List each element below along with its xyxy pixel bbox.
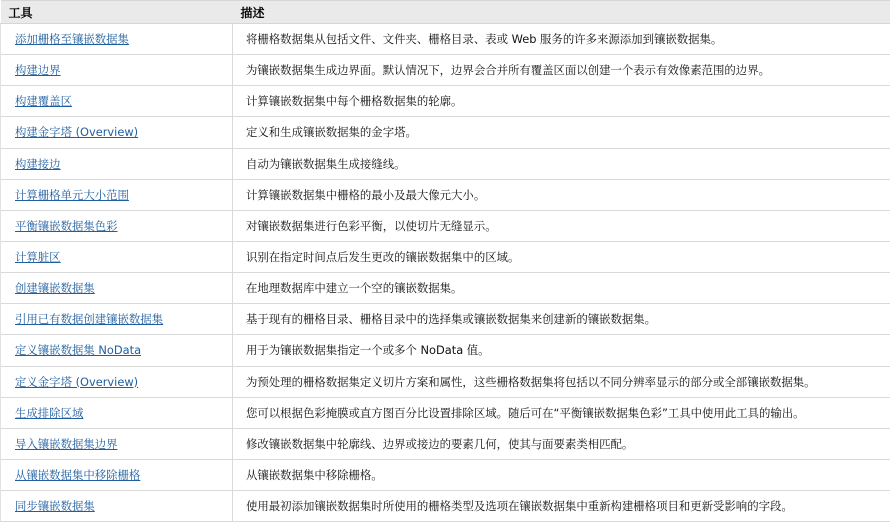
tool-cell	[1, 304, 233, 335]
description-cell: 将栅格数据集从包括文件、文件夹、栅格目录、表或 Web 服务的许多来源添加到镶嵌数据集。	[233, 24, 890, 55]
description-cell: 使用最初添加镶嵌数据集时所使用的栅格类型及选项在镶嵌数据集中重新构建栅格项目和更新受影响的字段。	[233, 491, 890, 522]
table-row	[1, 210, 890, 241]
table-row	[1, 304, 890, 335]
tool-link[interactable]: 同步镶嵌数据集	[15, 499, 95, 514]
description-cell: 计算镶嵌数据集中每个栅格数据集的轮廓。	[233, 86, 890, 117]
description-cell: 基于现有的栅格目录、栅格目录中的选择集或镶嵌数据集来创建新的镶嵌数据集。	[233, 304, 890, 335]
tool-cell	[1, 210, 233, 241]
description-cell: 对镶嵌数据集进行色彩平衡，以使切片无缝显示。	[233, 210, 890, 241]
tool-cell	[1, 273, 233, 304]
description-cell: 自动为镶嵌数据集生成接缝线。	[233, 148, 890, 179]
table-row	[1, 366, 890, 397]
tool-link[interactable]: 构建接边	[15, 156, 61, 171]
tool-link[interactable]: 从镶嵌数据集中移除栅格	[15, 468, 141, 483]
table-header-row	[1, 1, 890, 24]
description-cell: 为预处理的栅格数据集定义切片方案和属性，这些栅格数据集将包括以不同分辨率显示的部分或全部镶嵌数据集。	[233, 366, 890, 397]
tool-link[interactable]: 计算脏区	[15, 250, 61, 265]
tool-link[interactable]: 计算栅格单元大小范围	[15, 187, 129, 202]
description-cell: 定义和生成镶嵌数据集的金字塔。	[233, 117, 890, 148]
tool-link[interactable]: 生成排除区域	[15, 405, 84, 420]
table-row	[1, 179, 890, 210]
tool-link[interactable]: 创建镶嵌数据集	[15, 281, 95, 296]
table-row	[1, 273, 890, 304]
tool-cell	[1, 117, 233, 148]
tool-cell	[1, 491, 233, 522]
tool-link[interactable]: 构建边界	[15, 63, 61, 78]
table-row	[1, 428, 890, 459]
table-row	[1, 117, 890, 148]
tool-link[interactable]: 引用已有数据创建镶嵌数据集	[15, 312, 164, 327]
table-row	[1, 148, 890, 179]
table-row	[1, 24, 890, 55]
description-cell: 为镶嵌数据集生成边界面。默认情况下，边界会合并所有覆盖区面以创建一个表示有效像素范围的边界。	[233, 55, 890, 86]
tool-cell	[1, 86, 233, 117]
tool-cell	[1, 55, 233, 86]
table-row	[1, 459, 890, 490]
table-row	[1, 491, 890, 522]
table-row	[1, 335, 890, 366]
tool-cell	[1, 397, 233, 428]
tool-cell	[1, 428, 233, 459]
table-row	[1, 241, 890, 272]
description-cell: 在地理数据库中建立一个空的镶嵌数据集。	[233, 273, 890, 304]
description-cell: 您可以根据色彩掩膜或直方图百分比设置排除区域。随后可在“平衡镶嵌数据集色彩”工具中使用此工具的输出。	[233, 397, 890, 428]
tool-link[interactable]: 平衡镶嵌数据集色彩	[15, 218, 118, 233]
table-row	[1, 397, 890, 428]
tool-cell	[1, 335, 233, 366]
description-cell: 修改镶嵌数据集中轮廓线、边界或接边的要素几何，使其与面要素类相匹配。	[233, 428, 890, 459]
tool-link[interactable]: 定义镶嵌数据集 NoData	[15, 343, 142, 358]
description-cell: 从镶嵌数据集中移除栅格。	[233, 459, 890, 490]
column-header-tool: 工具	[1, 1, 233, 24]
description-cell: 识别在指定时间点后发生更改的镶嵌数据集中的区域。	[233, 241, 890, 272]
tool-cell	[1, 179, 233, 210]
tool-cell	[1, 148, 233, 179]
tool-cell	[1, 241, 233, 272]
tool-link[interactable]: 构建金字塔 (Overview)	[15, 125, 139, 140]
table-row	[1, 55, 890, 86]
tool-link[interactable]: 构建覆盖区	[15, 94, 72, 109]
table-row	[1, 86, 890, 117]
tool-link[interactable]: 添加栅格至镶嵌数据集	[15, 32, 129, 47]
tool-cell	[1, 459, 233, 490]
tool-cell	[1, 366, 233, 397]
tool-cell	[1, 24, 233, 55]
description-cell: 计算镶嵌数据集中栅格的最小及最大像元大小。	[233, 179, 890, 210]
tool-link[interactable]: 导入镶嵌数据集边界	[15, 436, 118, 451]
column-header-description: 描述	[233, 1, 890, 24]
table-body	[1, 24, 890, 522]
description-cell: 用于为镶嵌数据集指定一个或多个 NoData 值。	[233, 335, 890, 366]
tool-link[interactable]: 定义金字塔 (Overview)	[15, 374, 139, 389]
